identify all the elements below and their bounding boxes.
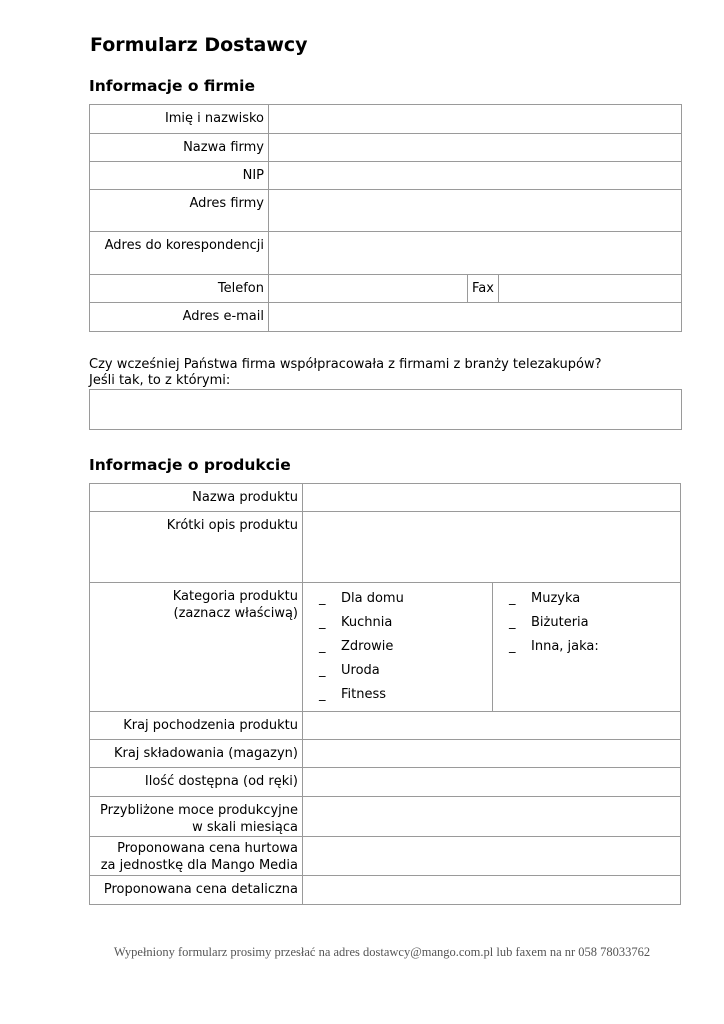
label-category-line-1: Kategoria produktu (172, 589, 298, 604)
checkbox-mark[interactable]: _ (509, 615, 516, 630)
checkbox-mark[interactable]: _ (509, 639, 516, 654)
checkbox-mark[interactable]: _ (319, 687, 326, 702)
label-origin: Kraj pochodzenia produktu (90, 712, 303, 740)
category-label: Uroda (341, 663, 380, 678)
checkbox-mark[interactable]: _ (319, 663, 326, 678)
input-address[interactable] (269, 190, 682, 232)
input-email[interactable] (269, 303, 682, 332)
input-capacity[interactable] (303, 797, 681, 837)
question-line-1: Czy wcześniej Państwa firma współpracowała z firmami z branży telezakupów? (89, 357, 602, 372)
category-option[interactable] (319, 615, 492, 639)
input-quantity[interactable] (303, 768, 681, 797)
cooperation-question (89, 357, 602, 389)
label-correspondence: Adres do korespondencji (90, 232, 269, 275)
section-heading-product: Informacje o produkcie (89, 456, 291, 474)
input-product-desc[interactable] (303, 512, 681, 583)
input-product-name[interactable] (303, 484, 681, 512)
input-retail[interactable] (303, 876, 681, 905)
category-options-right (493, 583, 681, 712)
label-storage: Kraj składowania (magazyn) (90, 740, 303, 768)
input-correspondence[interactable] (269, 232, 682, 275)
label-capacity (90, 797, 303, 837)
input-storage[interactable] (303, 740, 681, 768)
category-option[interactable] (319, 663, 492, 687)
label-quantity: Ilość dostępna (od ręki) (90, 768, 303, 797)
category-option[interactable] (509, 591, 680, 615)
category-option[interactable] (319, 591, 492, 615)
category-option[interactable] (319, 687, 492, 711)
input-name[interactable] (269, 105, 682, 134)
category-options-left (303, 583, 493, 712)
category-label: Muzyka (531, 591, 581, 606)
label-wholesale (90, 837, 303, 876)
label-address: Adres firmy (90, 190, 269, 232)
category-option[interactable] (509, 639, 680, 663)
label-name: Imię i nazwisko (90, 105, 269, 134)
checkbox-mark[interactable]: _ (509, 591, 516, 606)
category-label: Kuchnia (341, 615, 393, 630)
label-nip: NIP (90, 162, 269, 190)
label-capacity-line-2: w skali miesiąca (192, 820, 298, 835)
label-category (90, 583, 303, 712)
footer-note: Wypełniony formularz prosimy przesłać na adres dostawcy@mango.com.pl lub faxem na nr 058 78033762 (113, 945, 651, 959)
category-option[interactable] (319, 639, 492, 663)
checkbox-mark[interactable]: _ (319, 591, 326, 606)
category-label: Zdrowie (341, 639, 394, 654)
label-category-line-2: (zaznacz właściwą) (173, 606, 298, 621)
label-phone: Telefon (90, 275, 269, 303)
input-origin[interactable] (303, 712, 681, 740)
label-retail: Proponowana cena detaliczna (90, 876, 303, 905)
input-company-name[interactable] (269, 134, 682, 162)
checkbox-mark[interactable]: _ (319, 639, 326, 654)
label-product-name: Nazwa produktu (90, 484, 303, 512)
label-fax: Fax (468, 275, 499, 303)
category-label: Dla domu (341, 591, 404, 606)
input-nip[interactable] (269, 162, 682, 190)
input-fax[interactable] (499, 275, 682, 303)
page-title: Formularz Dostawcy (90, 34, 308, 56)
category-label: Fitness (341, 687, 387, 702)
label-wholesale-line-2: za jednostkę dla Mango Media (100, 858, 298, 873)
label-wholesale-line-1: Proponowana cena hurtowa (117, 841, 298, 856)
category-option[interactable] (509, 615, 680, 639)
question-line-2: Jeśli tak, to z którymi: (89, 373, 231, 388)
label-email: Adres e-mail (90, 303, 269, 332)
section-heading-company: Informacje o firmie (89, 77, 256, 95)
category-label: Biżuteria (531, 615, 589, 630)
category-label: Inna, jaka: (531, 639, 599, 654)
label-product-desc: Krótki opis produktu (90, 512, 303, 583)
input-phone[interactable] (269, 275, 468, 303)
checkbox-mark[interactable]: _ (319, 615, 326, 630)
company-table (89, 104, 682, 332)
label-company-name: Nazwa firmy (90, 134, 269, 162)
label-capacity-line-1: Przybliżone moce produkcyjne (100, 803, 298, 818)
product-table (89, 483, 681, 905)
input-wholesale[interactable] (303, 837, 681, 876)
cooperation-answer-input[interactable] (89, 389, 682, 430)
